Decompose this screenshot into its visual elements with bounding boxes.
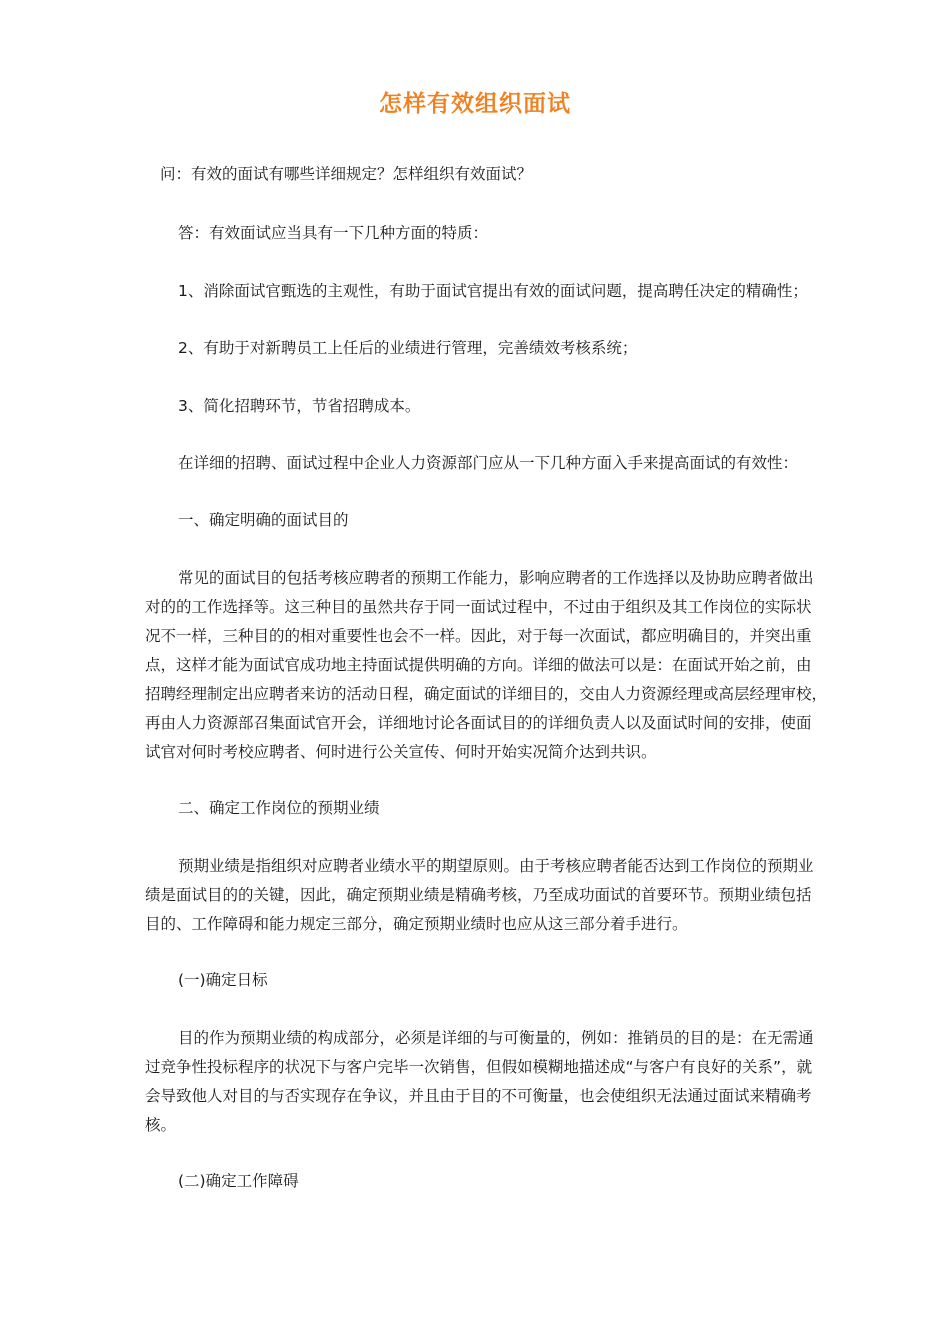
paragraph-line: 点，这样才能为面试官成功地主持面试提供明确的方向。详细的做法可以是：在面试开始之前，由 <box>145 656 812 674</box>
point-2: 2、有助于对新聘员工上任后的业绩进行管理，完善绩效考核系统； <box>178 339 638 357</box>
subsection-1-paragraph <box>145 1024 865 1140</box>
paragraph-line: 目的作为预期业绩的构成部分，必须是详细的与可衡量的，例如：推销员的目的是：在无需通 <box>178 1029 814 1047</box>
section-2-heading: 二、确定工作岗位的预期业绩 <box>178 799 380 817</box>
paragraph-line: 目的、工作障碍和能力规定三部分，确定预期业绩时也应从这三部分着手进行。 <box>145 915 688 933</box>
paragraph-line: 过竞争性投标程序的状况下与客户完毕一次销售，但假如模糊地描述成“与客户有良好的关系”，就 <box>145 1058 813 1076</box>
section-1-paragraph <box>145 564 865 767</box>
paragraph-line: 况不一样，三种目的的相对重要性也会不一样。因此，对于每一次面试，都应明确目的，并突出重 <box>145 627 812 645</box>
section-2-paragraph <box>145 852 865 939</box>
point-1: 1、消除面试官甄选的主观性，有助于面试官提出有效的面试问题，提高聘任决定的精确性； <box>178 282 808 300</box>
paragraph-line: 再由人力资源部召集面试官开会，详细地讨论各面试目的的详细负责人以及面试时间的安排，使面 <box>145 714 812 732</box>
paragraph-line: 会导致他人对目的与否实现存在争议，并且由于目的不可衡量，也会使组织无法通过面试来精确考 <box>145 1087 812 1105</box>
paragraph-line: 核。 <box>145 1116 177 1134</box>
point-3: 3、简化招聘环节，节省招聘成本。 <box>178 397 421 415</box>
intro-paragraph: 在详细的招聘、面试过程中企业人力资源部门应从一下几种方面入手来提高面试的有效性： <box>178 454 799 472</box>
question-line: 问：有效的面试有哪些详细规定？怎样组织有效面试？ <box>160 165 533 183</box>
paragraph-line: 招聘经理制定出应聘者来访的活动日程，确定面试的详细目的，交由人力资源经理或高层经理审校， <box>145 685 828 703</box>
subsection-2-heading: (二)确定工作障碍 <box>178 1172 299 1190</box>
paragraph-line: 常见的面试目的包括考核应聘者的预期工作能力，影响应聘者的工作选择以及协助应聘者做出 <box>178 569 814 587</box>
paragraph-line: 绩是面试目的的关键，因此，确定预期业绩是精确考核，乃至成功面试的首要环节。预期业绩包括 <box>145 886 812 904</box>
page-title: 怎样有效组织面试 <box>379 91 571 117</box>
paragraph-line: 预期业绩是指组织对应聘者业绩水平的期望原则。由于考核应聘者能否达到工作岗位的预期业 <box>178 857 814 875</box>
section-1-heading: 一、确定明确的面试目的 <box>178 511 349 529</box>
paragraph-line: 试官对何时考校应聘者、何时进行公关宣传、何时开始实况简介达到共识。 <box>145 743 657 761</box>
answer-line: 答：有效面试应当具有一下几种方面的特质： <box>178 224 489 242</box>
paragraph-line: 对的的工作选择等。这三种目的虽然共存于同一面试过程中，不过由于组织及其工作岗位的实际状 <box>145 598 812 616</box>
subsection-1-heading: (一)确定日标 <box>178 971 268 989</box>
